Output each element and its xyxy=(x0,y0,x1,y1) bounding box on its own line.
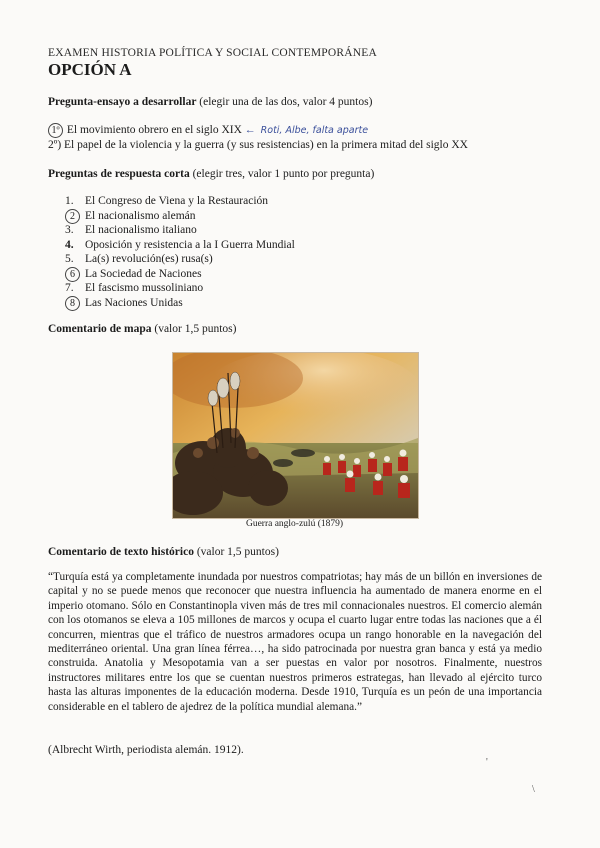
short-item-6 xyxy=(65,267,295,282)
essay-item-1 xyxy=(48,123,368,138)
short-answer-list xyxy=(65,194,295,310)
essay-heading-rest: (elegir una de las dos, valor 4 puntos) xyxy=(196,96,373,108)
map-heading-bold: Comentario de mapa xyxy=(48,323,152,335)
short-item-3 xyxy=(65,223,295,238)
short-item-text: Oposición y resistencia a la I Guerra Mundial xyxy=(85,238,295,251)
short-answer-heading-rest: (elegir tres, valor 1 punto por pregunta) xyxy=(189,168,375,180)
short-item-text: Las Naciones Unidas xyxy=(85,296,183,309)
essay-heading-bold: Pregunta-ensayo a desarrollar xyxy=(48,96,197,108)
short-item-7 xyxy=(65,281,295,296)
short-item-number: 3. xyxy=(65,224,74,236)
short-item-text: La Sociedad de Naciones xyxy=(85,267,202,280)
essay-heading xyxy=(48,96,372,108)
short-item-text: El nacionalismo italiano xyxy=(85,224,197,236)
short-item-text: La(s) revolución(es) rusa(s) xyxy=(85,253,213,265)
text-commentary-heading-rest: (valor 1,5 puntos) xyxy=(193,546,279,558)
text-commentary-heading xyxy=(48,546,279,558)
essay-item-2 xyxy=(48,139,468,151)
essay-item-number: 2º) xyxy=(48,139,62,151)
left-arrow-icon: ← xyxy=(244,124,256,136)
map-heading-rest: (valor 1,5 puntos) xyxy=(151,323,237,335)
historical-quote: “Turquía está ya completamente inundada por nuestros compatriotas; hay más de un billón en inversiones de capital y no se puede menos que reconocer que nuestra influencia ha aumentado de manera enorme en el imperio otomano. Sólo en Constantinopla viven más de tres mil connacionales nuestros. El comercio alemán con los otomanos se eleva a 105 millones de marcos y ocupa el cuarto lugar entre todas las naciones que a él concurren, mientras que el tráfico de nuestros armadores ocupa un rango honorable en la navegación del mediterráneo oriental. Una gran línea férrea…, ha sido patrocinada por nuestra gran banca y está ya medio construida. Anatolia y Mesopotamia van a ser puestas en valor por nosotros. Finalmente, nuestros instructores militares entre los que se cuentan nuestros primeros estrategas, han llevado al ejército turco hasta las alturas imponentes de la educación moderna. Desde 1910, Turquía es un peón de una importancia considerable en el tablero de ajedrez de la política mundial alemana.” xyxy=(48,571,542,713)
map-heading xyxy=(48,323,236,335)
short-item-5 xyxy=(65,252,295,267)
handwritten-note: Roti, Albe, falta aparte xyxy=(260,125,369,136)
short-item-number-circled: 8 xyxy=(65,296,80,311)
battle-painting-illustration xyxy=(173,353,418,518)
short-item-4 xyxy=(65,238,295,253)
pen-mark: ' xyxy=(486,757,488,768)
essay-item-text: El papel de la violencia y la guerra (y sus resistencias) en la primera mitad del siglo XX xyxy=(64,139,468,151)
short-item-1 xyxy=(65,194,295,209)
quote-author: (Albrecht Wirth, periodista alemán. 1912). xyxy=(48,744,244,756)
option-title: OPCIÓN A xyxy=(48,60,132,79)
short-item-text: El Congreso de Viena y la Restauración xyxy=(85,195,269,207)
short-item-8 xyxy=(65,296,295,311)
text-commentary-heading-bold: Comentario de texto histórico xyxy=(48,546,194,558)
essay-item-text: El movimiento obrero en el siglo XIX xyxy=(66,124,242,136)
short-item-number: 5. xyxy=(65,253,74,265)
short-answer-heading-bold: Preguntas de respuesta corta xyxy=(48,168,190,180)
painting-caption: Guerra anglo-zulú (1879) xyxy=(245,519,344,529)
short-item-number: 4. xyxy=(65,238,74,251)
pen-mark: \ xyxy=(532,784,535,795)
essay-item-number: 1º xyxy=(48,123,63,138)
short-item-number-circled: 6 xyxy=(65,267,80,282)
exam-title: EXAMEN HISTORIA POLÍTICA Y SOCIAL CONTEMPORÁNEA xyxy=(48,47,377,59)
short-answer-heading xyxy=(48,168,374,180)
battle-painting xyxy=(172,352,419,519)
short-item-text: El nacionalismo alemán xyxy=(85,209,196,222)
short-item-text: El fascismo mussoliniano xyxy=(85,282,204,294)
short-item-number: 1. xyxy=(65,195,74,207)
short-item-2 xyxy=(65,209,295,224)
short-item-number: 7. xyxy=(65,282,74,294)
short-item-number-circled: 2 xyxy=(65,209,80,224)
